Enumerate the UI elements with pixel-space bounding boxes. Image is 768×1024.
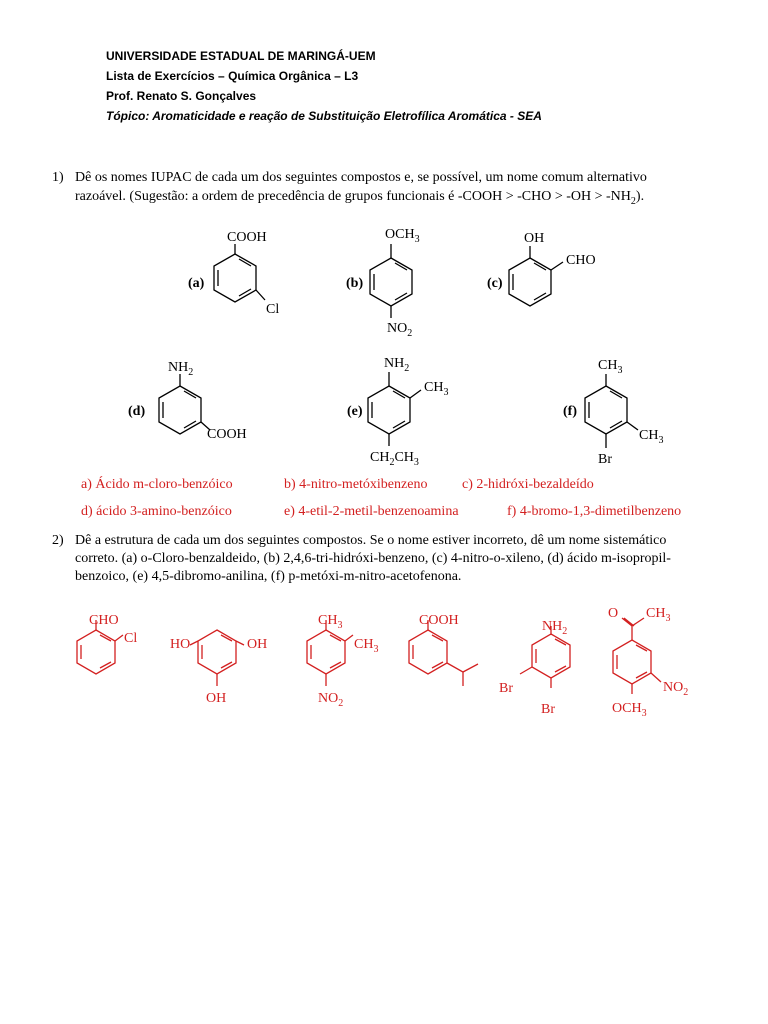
q2-structures xyxy=(0,590,768,730)
label-d: (d) xyxy=(128,404,146,419)
university-title: UNIVERSIDADE ESTADUAL DE MARINGÁ-UEM xyxy=(106,49,376,63)
exercise-list-title: Lista de Exercícios – Química Orgânica – L3 xyxy=(106,69,359,83)
s6-o: O xyxy=(608,606,619,621)
q2-line1: Dê a estrutura de cada um dos seguintes compostos. Se o nome estiver incorreto, dê um nome sistemático xyxy=(75,533,667,548)
ring-s4 xyxy=(409,630,447,674)
q1-line1: Dê os nomes IUPAC de cada um dos seguintes compostos e, se possível, um nome comum alternativo xyxy=(75,170,647,185)
d-nh2: $NH_2$ xyxy=(168,360,194,378)
s3-ch3-top: $CH_3$ xyxy=(318,613,343,631)
s2-ho: HO xyxy=(170,637,191,652)
b-och3: $OCH_3$ xyxy=(385,227,420,245)
a-cooh: COOH xyxy=(227,230,267,245)
answer-f: f) 4-bromo-1,3-dimetilbenzeno xyxy=(507,504,682,519)
label-c: (c) xyxy=(487,276,503,291)
q1-number: 1) xyxy=(52,170,64,185)
c-oh: OH xyxy=(524,231,545,246)
b-no2: $NO_2$ xyxy=(387,321,413,339)
s5-br-left: Br xyxy=(499,681,513,696)
c-cho: CHO xyxy=(566,253,596,268)
ring-e xyxy=(368,386,410,434)
professor-name: Prof. Renato S. Gonçalves xyxy=(106,89,257,103)
answer-e: e) 4-etil-2-metil-benzenoamina xyxy=(284,504,459,519)
s3-ch3-ortho: $CH_3$ xyxy=(354,637,379,655)
ring-s2 xyxy=(198,630,236,674)
e-ch2ch3: $CH_2CH_3$ xyxy=(370,450,419,468)
s6-no2: $NO_2$ xyxy=(663,680,689,698)
ring-c xyxy=(509,258,551,306)
s6-och3: $OCH_3$ xyxy=(612,701,647,719)
label-a: (a) xyxy=(188,276,205,291)
e-nh2: $NH_2$ xyxy=(384,356,410,374)
e-ch3: $CH_3$ xyxy=(424,380,449,398)
s6-ch3: $CH_3$ xyxy=(646,606,671,624)
s5-br-bottom: Br xyxy=(541,702,555,717)
q1-line2: razoável. (Sugestão: a ordem de precedência de grupos funcionais é -COOH > $-CHO > -OH > -NH_2$). xyxy=(75,189,645,207)
q2-line2: correto. (a) o-Cloro-benzaldeido, (b) 2,4,6-tri-hidróxi-benzeno, (c) 4-nitro-o-xileno, (d) ácido m-isopropil- xyxy=(75,551,671,566)
ring-s1 xyxy=(77,630,115,674)
ring-s5 xyxy=(532,634,570,678)
label-b: (b) xyxy=(346,276,364,291)
s1-cl: Cl xyxy=(124,631,138,646)
s2-oh-bottom: OH xyxy=(206,691,227,706)
s2-oh-right: OH xyxy=(247,637,268,652)
answer-c: c) 2-hidróxi-bezaldeído xyxy=(462,477,594,492)
label-e: (e) xyxy=(347,404,363,419)
s3-no2: $NO_2$ xyxy=(318,691,344,709)
topic-title: Tópico: Aromaticidade e reação de Substituição Eletrofílica Aromática - SEA xyxy=(106,109,542,123)
s5-nh2: $NH_2$ xyxy=(542,619,568,637)
a-cl: Cl xyxy=(266,302,280,317)
ring-f xyxy=(585,386,627,434)
ring-a xyxy=(214,254,256,302)
f-ch3-top: $CH_3$ xyxy=(598,358,623,376)
ring-b xyxy=(370,258,412,306)
s1-cho: CHO xyxy=(89,613,119,628)
s4-cooh: COOH xyxy=(419,613,459,628)
d-cooh: COOH xyxy=(207,427,247,442)
ring-s6 xyxy=(613,640,651,684)
label-f: (f) xyxy=(563,404,577,419)
q2-number: 2) xyxy=(52,533,64,548)
answer-a: a) Ácido m-cloro-benzóico xyxy=(81,477,233,492)
ring-s3 xyxy=(307,630,345,674)
ring-d xyxy=(159,386,201,434)
answer-d: d) ácido 3-amino-benzóico xyxy=(81,504,232,519)
f-br: Br xyxy=(598,452,612,467)
q2-line3: benzoico, (e) 4,5-dibromo-anilina, (f) p-metóxi-m-nitro-acetofenona. xyxy=(75,569,462,584)
answer-b: b) 4-nitro-metóxibenzeno xyxy=(284,477,428,492)
q1-structures xyxy=(0,0,768,480)
f-ch3-meta: $CH_3$ xyxy=(639,428,664,446)
